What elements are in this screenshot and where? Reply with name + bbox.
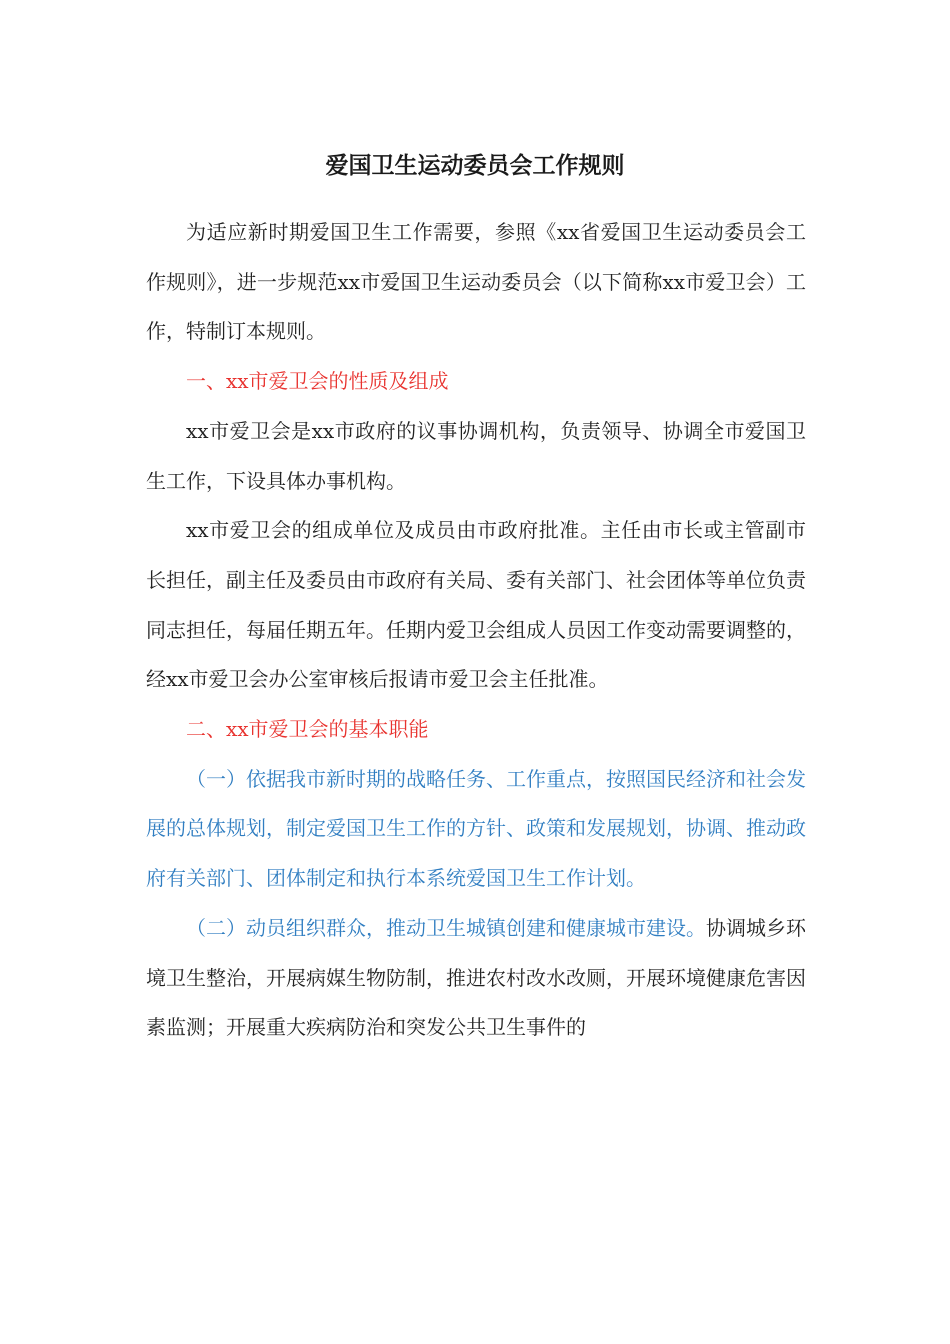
- section-heading-1: 一、xx市爱卫会的性质及组成: [186, 369, 449, 394]
- section2-item-2-rest: 协调城乡环境卫生整治，开展病媒生物防制，推进农村改水改厕，开展环境健康危害因素监测；开展重大疾病防治和突发公共卫生事件的: [146, 915, 806, 1040]
- section1-paragraph-1: xx市爱卫会是xx市政府的议事协调机构，负责领导、协调全市爱国卫生工作，下设具体办事机构。: [146, 418, 806, 493]
- document-title: 爱国卫生运动委员会工作规则: [325, 152, 625, 179]
- document-body: [146, 208, 806, 1053]
- section2-item-1: （一）依据我市新时期的战略任务、工作重点，按照国民经济和社会发展的总体规划，制定爱国卫生工作的方针、政策和发展规划，协调、推动政府有关部门、团体制定和执行本系统爱国卫生工作计划。: [146, 766, 806, 891]
- section2-item-2: [146, 904, 806, 1053]
- intro-paragraph: 为适应新时期爱国卫生工作需要，参照《xx省爱国卫生运动委员会工作规则》，进一步规范xx市爱国卫生运动委员会（以下简称xx市爱卫会）工作，特制订本规则。: [146, 220, 806, 344]
- section1-paragraph-2: xx市爱卫会的组成单位及成员由市政府批准。主任由市长或主管副市长担任，副主任及委员由市政府有关局、委有关部门、社会团体等单位负责同志担任，每届任期五年。任期内爱卫会组成人员因工作变动需要调整的，经xx市爱卫会办公室审核后报请市爱卫会主任批准。: [146, 518, 806, 692]
- section-heading-2: 二、xx市爱卫会的基本职能: [186, 717, 429, 742]
- section2-item-2-lead: （二）动员组织群众，推动卫生城镇创建和健康城市建设。: [186, 915, 706, 940]
